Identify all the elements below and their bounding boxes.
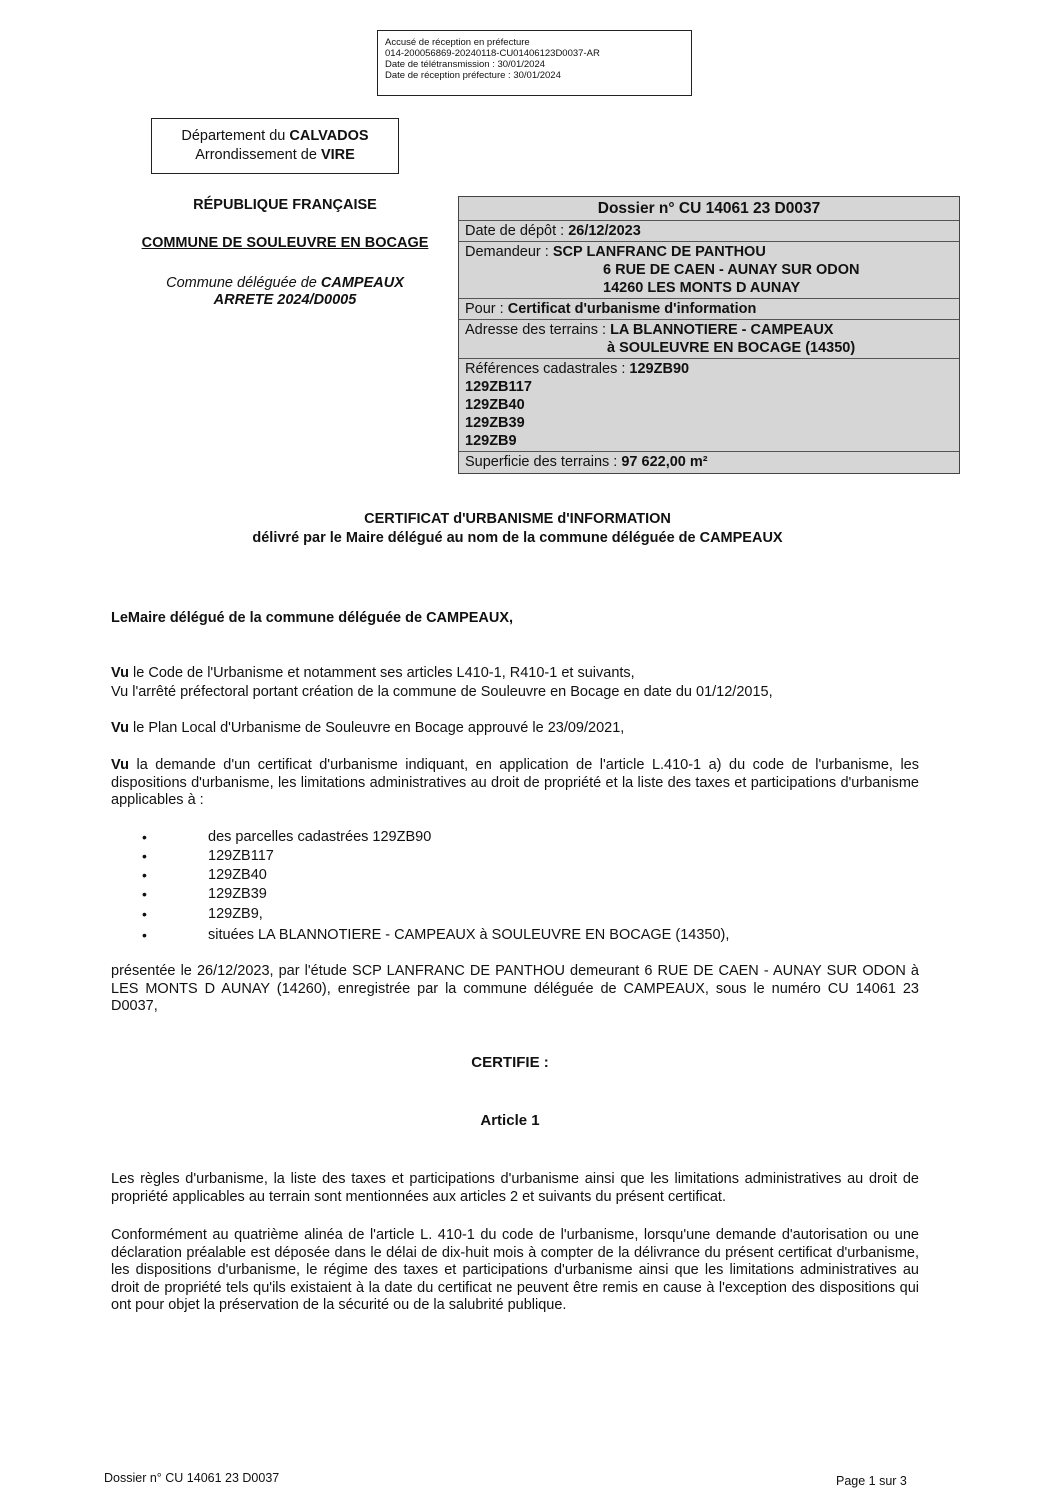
certifie-heading: CERTIFIE :: [471, 1054, 549, 1071]
superficie-label: Superficie des terrains :: [465, 454, 618, 470]
vu-plan-local: [111, 720, 919, 738]
demandeur-address: 6 RUE DE CAEN - AUNAY SUR ODON: [603, 262, 860, 278]
list-item-text: des parcelles cadastrées 129ZB90: [208, 829, 432, 845]
maire-le: Le: [111, 610, 128, 626]
vu-demande: [111, 757, 919, 810]
bullet-icon: •: [142, 848, 147, 864]
vu-text: le Code de l'Urbanisme et notamment ses articles L410-1, R410-1 et suivants,: [133, 665, 635, 681]
commune-heading: COMMUNE DE SOULEUVRE EN BOCAGE: [141, 235, 429, 251]
stamp-line: Date de réception préfecture : 30/01/2024: [385, 70, 561, 81]
reference-item: 129ZB40: [465, 397, 525, 413]
department-prefix: Département du: [181, 128, 286, 144]
pour-row: [459, 299, 959, 320]
vu-text: la demande d'un certificat d'urbanisme indiquant, en application de l'article L.410-1 a) du code de l'urbanisme, les dispositions d'urbanisme, les limitations administratives au droit de propriété et la liste des taxes et participations d'urbanisme applicables à :: [111, 757, 919, 808]
bullet-icon: •: [142, 886, 147, 902]
bullet-icon: •: [142, 867, 147, 883]
presentee-paragraph: présentée le 26/12/2023, par l'étude SCP LANFRANC DE PANTHOU demeurant 6 RUE DE CAEN - AUNAY SUR ODON à LES MONTS D AUNAY (14260), enregistrée par la commune déléguée de CAMPEAUX, sous le numéro CU 14061 23 D0037,: [111, 963, 919, 1014]
department-box: [151, 118, 399, 174]
stamp-line: Accusé de réception en préfecture: [385, 37, 530, 48]
date-depot-row: [459, 221, 959, 242]
arrondissement-name: VIRE: [320, 147, 355, 163]
demandeur-address: 14260 LES MONTS D AUNAY: [603, 280, 801, 296]
vu-arrete-prefectoral: Vu l'arrêté préfectoral portant création de la commune de Souleuvre en Bocage en date du 01/12/2015,: [111, 684, 773, 700]
adresse-value: à SOULEUVRE EN BOCAGE (14350): [607, 340, 856, 356]
vu-code-urbanisme: [111, 665, 919, 683]
commune-deleguee-name: CAMPEAUX: [320, 275, 404, 291]
article-1-paragraph: Les règles d'urbanisme, la liste des taxes et participations d'urbanisme ainsi que les limitations administratives au droit de propriété applicables au terrain sont mentionnées aux articles 2 et suivants du présent certificat.: [111, 1171, 919, 1205]
reference-item: 129ZB117: [465, 379, 532, 395]
bullet-icon: •: [142, 906, 147, 922]
stamp-line: 014-200056869-20240118-CU01406123D0037-AR: [385, 48, 600, 59]
certificat-subtitle: délivré par le Maire délégué au nom de la commune déléguée de CAMPEAUX: [252, 530, 783, 546]
arrete-number: ARRETE 2024/D0005: [213, 292, 357, 308]
bullet-icon: •: [142, 829, 147, 845]
maire-line: [111, 610, 919, 628]
superficie-value: 97 622,00 m²: [621, 454, 708, 470]
date-depot-label: Date de dépôt :: [465, 223, 565, 239]
reference-item: 129ZB39: [465, 415, 525, 431]
vu-prefix: Vu: [111, 720, 129, 736]
demandeur-name: SCP LANFRANC DE PANTHOU: [552, 244, 766, 260]
department-name: CALVADOS: [289, 128, 369, 144]
vu-prefix: Vu: [111, 757, 129, 773]
footer-dossier: Dossier n° CU 14061 23 D0037: [104, 1471, 280, 1485]
adresse-row: [459, 320, 959, 359]
demandeur-label: Demandeur :: [465, 244, 549, 260]
article-1-heading: Article 1: [480, 1112, 540, 1129]
vu-text: le Plan Local d'Urbanisme de Souleuvre en Bocage approuvé le 23/09/2021,: [133, 720, 625, 736]
dossier-title: Dossier n° CU 14061 23 D0037: [459, 197, 959, 221]
maire-text: Maire délégué de la commune déléguée de CAMPEAUX,: [127, 610, 514, 626]
reception-stamp: [377, 30, 692, 96]
list-item-text: 129ZB40: [208, 867, 267, 883]
adresse-value: LA BLANNOTIERE - CAMPEAUX: [610, 322, 834, 338]
certificat-title: CERTIFICAT d'URBANISME d'INFORMATION: [364, 511, 671, 527]
list-item-text: 129ZB39: [208, 886, 267, 902]
reference-item: 129ZB90: [629, 361, 690, 377]
references-label: Références cadastrales :: [465, 361, 626, 377]
arrondissement-prefix: Arrondissement de: [195, 147, 317, 163]
adresse-label: Adresse des terrains :: [465, 322, 607, 338]
dossier-box: [458, 196, 960, 474]
references-row: [459, 359, 959, 452]
department-line: [152, 127, 398, 146]
commune-deleguee-prefix: Commune déléguée de: [166, 275, 317, 291]
republique-heading: RÉPUBLIQUE FRANÇAISE: [193, 197, 377, 213]
commune-deleguee: [110, 274, 460, 292]
superficie-row: [459, 452, 959, 472]
footer-page-number: Page 1 sur 3: [836, 1474, 907, 1488]
list-item-text: situées LA BLANNOTIERE - CAMPEAUX à SOULEUVRE EN BOCAGE (14350),: [208, 927, 730, 943]
vu-prefix: Vu: [111, 665, 129, 681]
arrondissement-line: [152, 146, 398, 165]
demandeur-row: [459, 242, 959, 299]
pour-label: Pour :: [465, 301, 504, 317]
date-depot-value: 26/12/2023: [568, 223, 641, 239]
stamp-line: Date de télétransmission : 30/01/2024: [385, 59, 546, 70]
reference-item: 129ZB9: [465, 433, 517, 449]
bullet-icon: •: [142, 927, 147, 943]
list-item-text: 129ZB9,: [208, 906, 263, 922]
list-item-text: 129ZB117: [208, 848, 274, 864]
pour-value: Certificat d'urbanisme d'information: [507, 301, 757, 317]
article-1-paragraph: Conformément au quatrième alinéa de l'article L. 410-1 du code de l'urbanisme, lorsqu'une demande d'autorisation ou une déclaration préalable est déposée dans le délai de dix-huit mois à compter de la délivrance du présent certificat d'urbanisme, les dispositions d'urbanisme, le régime des taxes et participations d'urbanisme ainsi que les limitations administratives au droit de propriété tels qu'ils existaient à la date du certificat ne peuvent être remis en cause à l'exception des dispositions qui ont pour objet la préservation de la sécurité ou de la salubrité publique.: [111, 1227, 919, 1313]
